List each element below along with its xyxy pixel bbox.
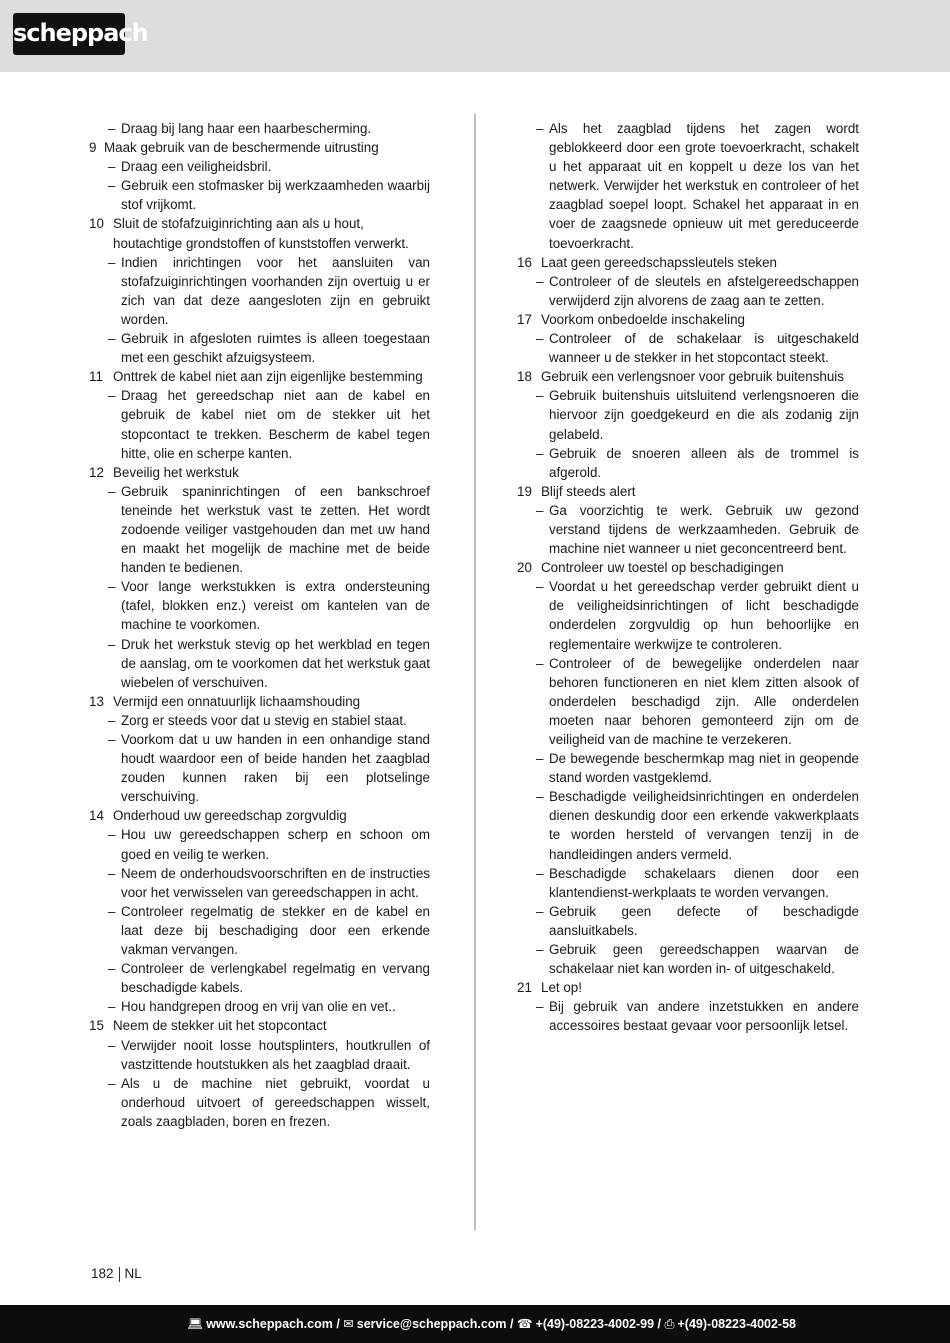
header-bar xyxy=(0,0,950,72)
section-title: Blijf steeds alert xyxy=(541,483,636,499)
list-item-text: Neem de onderhoudsvoorschriften en de instructies voor het verwisselen van gereedschappen in acht. xyxy=(121,865,430,900)
section-number: 9 xyxy=(89,140,97,156)
right-column xyxy=(517,119,859,1036)
scheppach-logo: scheppach xyxy=(13,13,125,55)
dash-bullet: – xyxy=(108,159,116,175)
dash-bullet: – xyxy=(536,579,544,595)
list-item xyxy=(89,635,430,692)
list-item-text: Draag een veiligheidsbril. xyxy=(121,159,272,175)
section-heading xyxy=(517,253,859,272)
dash-bullet: – xyxy=(108,903,116,919)
list-item-text: Gebruik in afgesloten ruimtes is alleen toegestaan met een geschikt afzuigsysteem. xyxy=(121,331,430,366)
list-item-text: Ga voorzichtig te werk. Gebruik uw gezond verstand tijdens de werkzaamheden. Gebruik de machine niet wanneer u niet geconcentreerd bent. xyxy=(549,502,859,557)
section-number: 14 xyxy=(89,808,104,824)
section-number: 21 xyxy=(517,980,532,996)
section-number: 16 xyxy=(517,254,532,270)
list-item xyxy=(89,825,430,863)
section-heading xyxy=(89,463,430,482)
section-heading xyxy=(89,214,430,252)
section-title: Laat geen gereedschapssleutels steken xyxy=(541,254,777,270)
section-number: 17 xyxy=(517,311,532,327)
list-item xyxy=(517,902,859,940)
section-heading xyxy=(89,138,430,157)
list-item-text: Gebruik buitenshuis uitsluitend verlengsnoeren die hiervoor zijn goedgekeurd en die als zodanig zijn gelabeld. xyxy=(549,388,859,442)
list-item xyxy=(517,997,859,1035)
column-divider xyxy=(474,114,476,1230)
list-item xyxy=(89,711,430,730)
email-link[interactable]: service@scheppach.com / xyxy=(356,1317,514,1331)
list-item-text: Draag bij lang haar een haarbescherming. xyxy=(121,121,372,136)
dash-bullet: – xyxy=(536,751,544,767)
section-title: Onttrek de kabel niet aan zijn eigenlijke bestemming xyxy=(113,369,423,385)
dash-bullet: – xyxy=(536,903,544,919)
list-item-text: Gebruik de snoeren alleen als de trommel is afgerold. xyxy=(549,445,859,480)
list-item xyxy=(89,119,430,138)
list-item-text: Beschadigde schakelaars dienen door een klantendienst-werkplaats te worden vervangen. xyxy=(549,865,859,900)
dash-bullet: – xyxy=(536,331,544,347)
mail-icon: ✉ xyxy=(343,1317,354,1331)
list-item xyxy=(89,253,430,329)
section-title: Vermijd een onnatuurlijk lichaamshouding xyxy=(113,693,361,709)
list-item xyxy=(89,864,430,902)
list-item xyxy=(517,864,859,902)
dash-bullet: – xyxy=(536,789,544,805)
section-title: Let op! xyxy=(541,980,582,996)
dash-bullet: – xyxy=(536,999,544,1015)
phone-number: +(49)-08223-4002-99 / xyxy=(535,1317,661,1331)
dash-bullet: – xyxy=(108,388,116,404)
section-number: 19 xyxy=(517,483,532,499)
section-number: 10 xyxy=(89,216,104,232)
list-item xyxy=(89,959,430,997)
list-item-text: Controleer of de bewegelijke onderdelen naar behoren functioneren en niet klem zitten alsook of onderdelen beschadigd zijn. Alle onderdelen moeten naar behoren gemonteerd zijn om de veiligheid van de machine te verzekeren. xyxy=(549,655,859,747)
section-heading xyxy=(89,367,430,386)
list-item xyxy=(89,997,430,1016)
section-title: Controleer uw toestel op beschadigingen xyxy=(541,560,784,576)
dash-bullet: – xyxy=(536,121,544,136)
dash-bullet: – xyxy=(108,1075,116,1091)
dash-bullet: – xyxy=(536,942,544,958)
dash-bullet: – xyxy=(108,331,116,347)
list-item-text: Controleer regelmatig de stekker en de kabel en laat deze bij beschadiging door een erkende vakman vervangen. xyxy=(121,903,430,958)
fax-icon: ⎙ xyxy=(664,1317,675,1331)
list-item xyxy=(89,730,430,806)
list-item xyxy=(89,329,430,367)
page-language: NL xyxy=(124,1266,142,1281)
dash-bullet: – xyxy=(108,121,116,136)
section-heading xyxy=(89,692,430,711)
list-item-text: Voor lange werkstukken is extra ondersteuning (tafel, blokken enz.) vereist om kantelen van de machine te voorkomen. xyxy=(121,579,430,633)
section-number: 15 xyxy=(89,1018,104,1034)
dash-bullet: – xyxy=(108,712,116,728)
list-item xyxy=(517,119,859,253)
list-item xyxy=(517,577,859,653)
list-item-text: Gebruik een stofmasker bij werkzaamheden waarbij stof vrijkomt. xyxy=(121,178,430,213)
dash-bullet: – xyxy=(108,178,116,194)
section-number: 13 xyxy=(89,693,104,709)
list-item xyxy=(89,386,430,462)
list-item xyxy=(517,329,859,367)
list-item xyxy=(517,654,859,749)
list-item-text: Als u de machine niet gebruikt, voordat u onderhoud uitvoert of gereedschappen wisselt, zoals zaagbladen, boren en frezen. xyxy=(121,1075,430,1129)
list-item xyxy=(517,272,859,310)
section-number: 11 xyxy=(89,369,103,385)
section-title: Maak gebruik van de beschermende uitrusting xyxy=(104,140,379,156)
section-number: 18 xyxy=(517,369,532,385)
section-heading xyxy=(517,482,859,501)
list-item-text: Hou handgrepen droog en vrij van olie en vet.. xyxy=(121,999,396,1015)
list-item-text: De bewegende beschermkap mag niet in geopende stand worden vastgeklemd. xyxy=(549,751,859,786)
list-item-text: Druk het werkstuk stevig op het werkblad en tegen de aanslag, om te voorkomen dat het werkstuk gaat wiebelen of verschuiven. xyxy=(121,636,430,690)
list-item-text: Controleer of de schakelaar is uitgeschakeld wanneer u de stekker in het stopcontact steekt. xyxy=(549,331,859,366)
list-item xyxy=(517,386,859,443)
section-title: Onderhoud uw gereedschap zorgvuldig xyxy=(113,808,347,824)
dash-bullet: – xyxy=(108,483,116,499)
dash-bullet: – xyxy=(108,636,116,652)
section-title: Gebruik een verlengsnoer voor gebruik buitenshuis xyxy=(541,369,844,385)
section-heading xyxy=(517,978,859,997)
section-heading xyxy=(89,806,430,825)
fax-number: +(49)-08223-4002-58 xyxy=(677,1317,796,1331)
left-column xyxy=(89,119,430,1131)
list-item xyxy=(89,176,430,214)
section-heading xyxy=(517,367,859,386)
section-title: Voorkom onbedoelde inschakeling xyxy=(541,311,745,327)
list-item-text: Gebruik geen gereedschappen waarvan de schakelaar niet kan worden in- of uitgeschakeld. xyxy=(549,942,859,977)
section-title: Beveilig het werkstuk xyxy=(113,464,239,480)
list-item xyxy=(517,444,859,482)
section-heading xyxy=(517,310,859,329)
computer-icon: 💻︎ xyxy=(187,1317,204,1331)
dash-bullet: – xyxy=(536,388,544,404)
list-item xyxy=(89,1036,430,1074)
phone-icon: ☎ xyxy=(516,1317,533,1331)
list-item-text: Hou uw gereedschappen scherp en schoon om goed en veilig te werken. xyxy=(121,827,430,862)
list-item-text: Voorkom dat u uw handen in een onhandige stand houdt waardoor een of beide handen het zaagblad zouden kunnen raken bij een plotselinge verschuiving. xyxy=(121,732,430,805)
list-item xyxy=(517,749,859,787)
dash-bullet: – xyxy=(108,254,116,270)
page-footer xyxy=(91,1266,142,1282)
list-item-text: Gebruik geen defecte of beschadigde aansluitkabels. xyxy=(549,903,859,938)
list-item-text: Bij gebruik van andere inzetstukken en andere accessoires bestaat gevaar voor persoonlijk letsel. xyxy=(549,999,859,1034)
dash-bullet: – xyxy=(108,999,116,1015)
dash-bullet: – xyxy=(108,1037,116,1053)
list-item-text: Als het zaagblad tijdens het zagen wordt geblokkeerd door een grote toevoerkracht, schakelt u het apparaat uit en koppelt u deze los van het netwerk. Verwijder het werkstuk en controleer of het zaagblad soepel loopt. Schakel het apparaat in en voer de zaagsnede opnieuw uit met gereduceerde toevoerkracht. xyxy=(549,121,859,251)
list-item-text: Zorg er steeds voor dat u stevig en stabiel staat. xyxy=(121,712,407,728)
dash-bullet: – xyxy=(108,961,116,977)
list-item xyxy=(517,940,859,978)
dash-bullet: – xyxy=(536,273,544,289)
section-heading xyxy=(517,558,859,577)
dash-bullet: – xyxy=(536,445,544,461)
dash-bullet: – xyxy=(536,865,544,881)
list-item-text: Gebruik spaninrichtingen of een bankschroef teneinde het werkstuk vast te zetten. Het wordt zodoende veiliger vastgehouden dan met uw hand en maakt het mogelijk de machine met de beide handen te bedienen. xyxy=(121,483,430,576)
dash-bullet: – xyxy=(108,865,116,881)
section-number: 12 xyxy=(89,464,104,480)
dash-bullet: – xyxy=(108,732,116,747)
list-item-text: Voordat u het gereedschap verder gebruikt dient u de veiligheidsinrichtingen of licht beschadigde onderdelen zorgvuldig op hun behoorlijke en reglementaire werkwijze te controleren. xyxy=(549,579,859,652)
list-item xyxy=(89,157,430,176)
contact-bar xyxy=(0,1305,950,1343)
list-item xyxy=(89,482,430,577)
dash-bullet: – xyxy=(108,827,116,843)
list-item xyxy=(89,1074,430,1131)
dash-bullet: – xyxy=(108,579,116,595)
list-item-text: Controleer of de sleutels en afstelgereedschappen verwijderd zijn alvorens de zaag aan te zetten. xyxy=(549,273,859,308)
section-heading xyxy=(89,1016,430,1035)
section-title: Neem de stekker uit het stopcontact xyxy=(113,1018,327,1034)
page-separator xyxy=(119,1267,120,1282)
section-number: 20 xyxy=(517,560,532,576)
list-item-text: Controleer de verlengkabel regelmatig en vervang beschadigde kabels. xyxy=(121,961,430,996)
list-item xyxy=(89,902,430,959)
page-number: 182 xyxy=(91,1266,114,1281)
list-item-text: Draag het gereedschap niet aan de kabel en gebruik de kabel niet om de stekker uit het stopcontact te trekken. Bescherm de kabel tegen hitte, olie en scherpe kanten. xyxy=(121,388,430,461)
dash-bullet: – xyxy=(536,502,544,518)
list-item-text: Indien inrichtingen voor het aansluiten van stofafzuiginrichtingen voorhanden zijn overtuig u er zich van dat deze aangesloten zijn en gebruikt worden. xyxy=(121,254,430,327)
list-item xyxy=(89,577,430,634)
list-item xyxy=(517,787,859,863)
list-item-text: Verwijder nooit losse houtsplinters, houtkrullen of vastzittende houtstukken als het zaagblad draait. xyxy=(121,1037,430,1072)
section-title: Sluit de stofafzuiginrichting aan als u hout, houtachtige grondstoffen of kunststoffen verwerkt. xyxy=(113,216,409,251)
website-link[interactable]: www.scheppach.com / xyxy=(206,1317,340,1331)
list-item xyxy=(517,501,859,558)
dash-bullet: – xyxy=(536,655,544,671)
list-item-text: Beschadigde veiligheidsinrichtingen en onderdelen dienen deskundig door een erkende vakwerkplaats te worden hersteld of vervangen tenzij in de handleidingen anders vermeld. xyxy=(549,789,859,862)
